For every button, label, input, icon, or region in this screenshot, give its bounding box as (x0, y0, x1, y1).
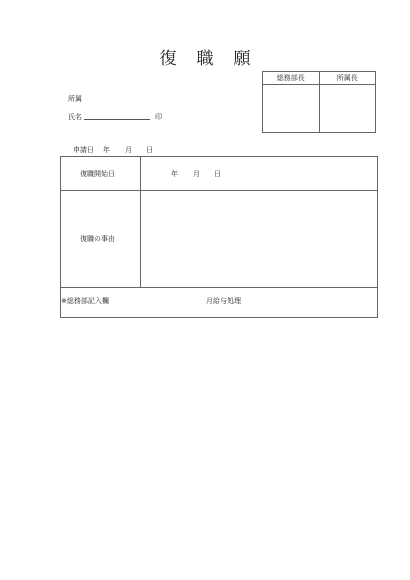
reason-row (61, 191, 377, 287)
start-day-label: 日 (214, 170, 221, 178)
title-char-3: 願 (233, 49, 251, 69)
seal-label: 印 (155, 113, 162, 121)
office-use-box (60, 288, 378, 318)
start-date-row (61, 157, 377, 191)
application-day-label: 日 (146, 146, 153, 154)
approval-column-general-affairs (263, 72, 319, 132)
approval-column-department-head (319, 72, 376, 132)
stamp-area-department-head[interactable] (320, 85, 376, 132)
salary-processing-note: 月給与処理 (206, 297, 241, 305)
title-char-1: 復 (159, 49, 177, 69)
page-title (0, 44, 410, 69)
application-year-label: 年 (103, 146, 110, 154)
application-month-label: 月 (125, 146, 132, 154)
start-date-field[interactable] (141, 157, 377, 190)
approval-header-general-affairs: 総務部長 (263, 72, 319, 85)
affiliation-label: 所属 (68, 95, 82, 103)
start-date-label: 復職開始日 (80, 170, 115, 178)
start-date-label-cell (61, 157, 141, 190)
reason-field[interactable] (141, 191, 377, 287)
approval-header-department-head: 所属長 (320, 72, 376, 85)
reason-label-cell (61, 191, 141, 287)
office-use-note: ※総務部記入欄 (61, 297, 109, 305)
start-month-label: 月 (193, 170, 200, 178)
stamp-area-general-affairs[interactable] (263, 85, 319, 132)
approval-stamp-box (262, 71, 376, 133)
title-char-2: 職 (196, 49, 214, 69)
name-field[interactable] (84, 119, 150, 120)
name-label: 氏名 (68, 113, 82, 121)
reason-label: 復職の事由 (80, 235, 115, 243)
application-date-label: 申請日 (73, 146, 94, 154)
reinstatement-form-table (60, 156, 378, 288)
start-year-label: 年 (171, 170, 178, 178)
